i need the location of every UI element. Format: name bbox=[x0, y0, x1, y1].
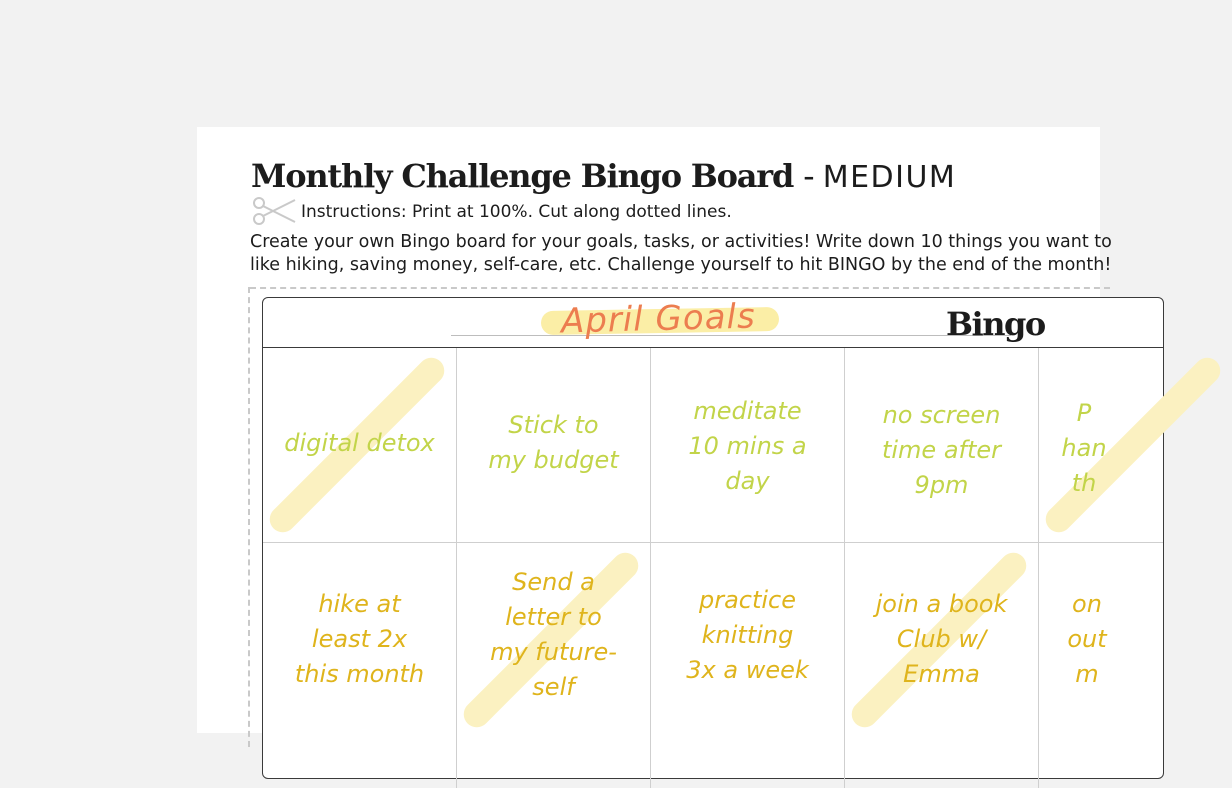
cell-text: join a book Club w/ Emma bbox=[875, 590, 1008, 688]
description-line-1: Create your own Bingo board for your goals, tasks, or activities! Write down 10 things you want to bbox=[250, 232, 1112, 252]
bingo-cell[interactable] bbox=[651, 543, 844, 737]
bingo-cell[interactable] bbox=[1039, 348, 1232, 542]
bingo-cell[interactable] bbox=[845, 543, 1038, 737]
difficulty-level: MEDIUM bbox=[822, 160, 957, 195]
cell-text: no screen time after 9pm bbox=[881, 401, 1002, 499]
page-title bbox=[251, 157, 956, 195]
bingo-cell[interactable] bbox=[651, 348, 844, 542]
description-text bbox=[250, 231, 1112, 277]
cell-text: on out m bbox=[1067, 590, 1107, 688]
title-separator: - bbox=[803, 157, 815, 195]
description-line-2: like hiking, saving money, self-care, etc. Challenge yourself to hit BINGO by the end of the month! bbox=[250, 255, 1112, 275]
scissors-icon bbox=[251, 195, 297, 227]
bingo-board bbox=[262, 297, 1164, 779]
cell-text: digital detox bbox=[284, 429, 435, 457]
bingo-sheet bbox=[197, 127, 1112, 733]
bingo-cell[interactable] bbox=[457, 348, 650, 542]
cell-text: meditate 10 mins a day bbox=[688, 397, 807, 495]
bingo-cell[interactable] bbox=[263, 543, 456, 737]
month-goal-label: April Goals bbox=[560, 296, 757, 342]
bingo-cell[interactable] bbox=[263, 348, 456, 542]
bingo-cell[interactable] bbox=[845, 348, 1038, 542]
cell-text: Send a letter to my future- self bbox=[490, 568, 617, 701]
cell-text: practice knitting 3x a week bbox=[686, 586, 809, 684]
cell-text: Stick to my budget bbox=[488, 411, 619, 474]
cell-text: P han th bbox=[1061, 399, 1107, 497]
bingo-cell[interactable] bbox=[1039, 543, 1232, 737]
cut-line-vertical bbox=[248, 287, 250, 747]
bingo-cell[interactable] bbox=[457, 543, 650, 737]
bingo-logo: Bingo bbox=[946, 305, 1045, 343]
cut-line-horizontal bbox=[250, 287, 1110, 289]
board-header bbox=[263, 298, 1163, 348]
title-text: Monthly Challenge Bingo Board bbox=[251, 157, 794, 195]
cell-text: hike at least 2x this month bbox=[294, 590, 425, 688]
instructions-text: Instructions: Print at 100%. Cut along dotted lines. bbox=[301, 202, 732, 222]
